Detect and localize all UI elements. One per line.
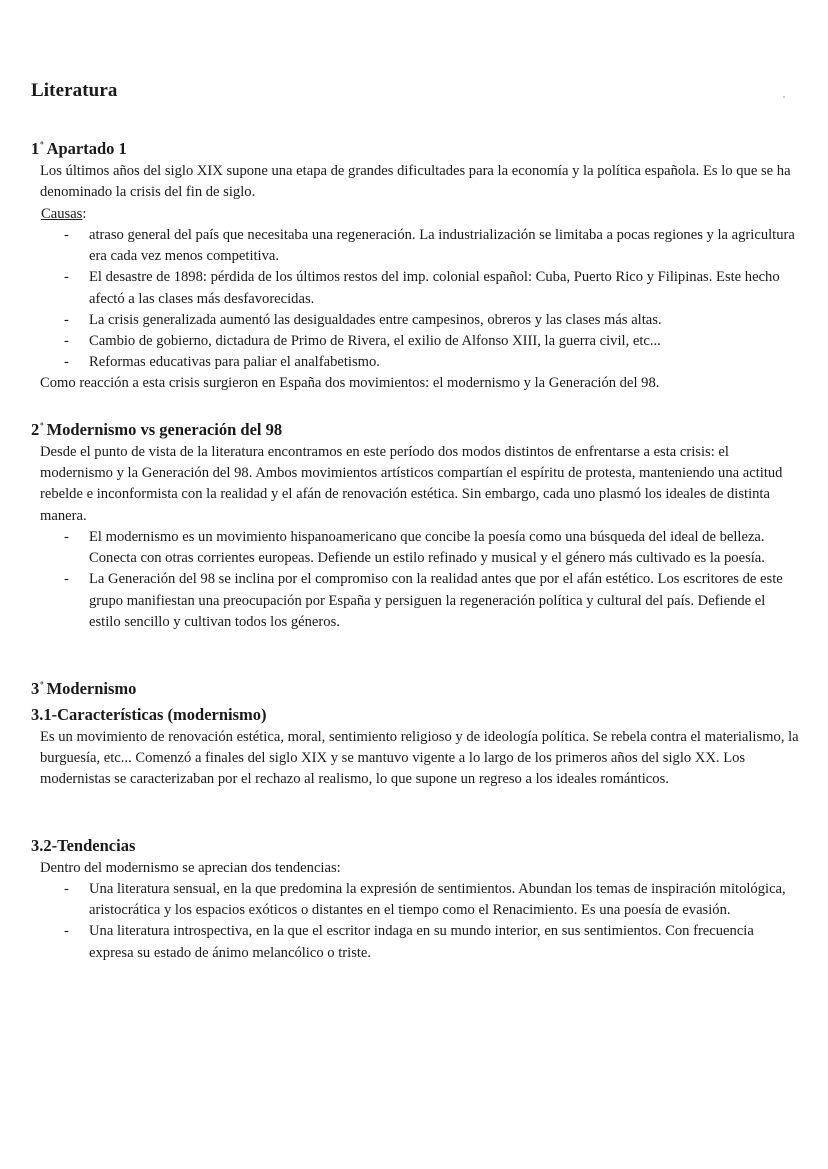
subsection-3-1-body: Es un movimiento de renovación estética, moral, sentimiento religioso y de ideología política. Se rebela contra el materialismo, la burguesía, etc... Comenzó a finales del siglo XIX y se mantuvo vigente a lo largo de los primeros años del siglo XX. Los modernistas se caracterizaban por el rechazo al realismo, lo que supone un regreso a los ideales románticos. xyxy=(40,729,799,788)
list-item xyxy=(40,527,800,569)
subsection-3-1-heading: 3.1-Características (modernismo) xyxy=(31,705,267,724)
section-2-list xyxy=(40,527,800,633)
list-item-text: Cambio de gobierno, dictadura de Primo de Rivera, el exilio de Alfonso XIII, la guerra civil, etc... xyxy=(89,333,661,350)
causes-list xyxy=(40,225,800,373)
dash-bullet: - xyxy=(64,529,69,545)
causes-label-text: Causas xyxy=(41,206,83,222)
document-title: Literatura xyxy=(31,80,118,101)
list-item-text: La crisis generalizada aumentó las desigualdades entre campesinos, obreros y las clases más altas. xyxy=(89,311,662,328)
ordinal-mark: º xyxy=(40,140,44,151)
section-number: 2 xyxy=(31,420,40,439)
subsection-3-2-heading: 3.2-Tendencias xyxy=(31,836,136,855)
list-item xyxy=(40,921,800,963)
section-2-heading xyxy=(31,420,282,440)
dash-bullet: - xyxy=(64,881,69,897)
dash-bullet: - xyxy=(64,354,69,371)
list-item xyxy=(40,569,800,633)
section-title: Modernismo xyxy=(46,679,137,698)
section-1-intro: Los últimos años del siglo XIX supone una etapa de grandes dificultades para la economía y la política española. Es lo que se ha denominado la crisis del fin de siglo. xyxy=(40,163,791,201)
list-item-text: El desastre de 1898: pérdida de los últimos restos del imp. colonial español: Cuba, Puerto Rico y Filipinas. Este hecho afectó a las clases más desfavorecidas. xyxy=(89,269,780,307)
ordinal-mark: º xyxy=(40,680,44,691)
list-item xyxy=(40,879,800,921)
dash-bullet: - xyxy=(64,227,69,243)
list-item xyxy=(40,331,800,352)
dash-bullet: - xyxy=(64,333,69,350)
section-3-heading xyxy=(31,679,136,699)
section-1-heading xyxy=(31,139,127,159)
list-item xyxy=(40,225,800,267)
dash-bullet: - xyxy=(64,571,69,588)
list-item xyxy=(40,352,800,373)
list-item-text: Una literatura sensual, en la que predomina la expresión de sentimientos. Abundan los temas de inspiración mitológica, aristocrática y los espacios exóticos o distantes en el tiempo como el Renacimiento. Es una poesía de evasión. xyxy=(89,881,786,919)
tendencias-list xyxy=(40,879,800,964)
dash-bullet: - xyxy=(64,311,69,328)
list-item-text: atraso general del país que necesitaba una regeneración. La industrialización se limitaba a pocas regiones y la agricultura era cada vez menos competitiva. xyxy=(89,227,795,265)
causes-label-colon: : xyxy=(82,206,87,222)
causes-label xyxy=(41,204,86,225)
ordinal-mark: º xyxy=(40,421,44,432)
section-1-conclusion: Como reacción a esta crisis surgieron en España dos movimientos: el modernismo y la Generación del 98. xyxy=(40,375,660,391)
dash-bullet: - xyxy=(64,923,69,940)
section-title: Modernismo vs generación del 98 xyxy=(46,420,283,439)
list-item-text: Reformas educativas para paliar el analfabetismo. xyxy=(89,354,380,371)
section-2-intro: Desde el punto de vista de la literatura encontramos en este período dos modos distintos de enfrentarse a esta crisis: el modernismo y la Generación del 98. Ambos movimientos artísticos compartían el espíritu de protesta, manteniendo una actitud rebelde e inconformista con la realidad y el afán de renovación estética. Sin embargo, cada uno plasmó los ideales de distinta manera. xyxy=(40,444,783,524)
stray-dot-mark xyxy=(783,96,785,98)
list-item xyxy=(40,310,800,331)
list-item-text: El modernismo es un movimiento hispanoamericano que concibe la poesía como una búsqueda del ideal de belleza. Conecta con otras corrientes europeas. Defiende un estilo refinado y musical y el género más cultivado es la poesía. xyxy=(89,529,765,567)
section-number: 3 xyxy=(31,679,40,698)
section-title: Apartado 1 xyxy=(46,139,127,158)
subsection-3-2-intro: Dentro del modernismo se aprecian dos tendencias: xyxy=(40,860,341,876)
list-item-text: La Generación del 98 se inclina por el compromiso con la realidad antes que por el afán estético. Los escritores de este grupo manifiestan una preocupación por España y persiguen la regeneración política y cultural del país. Defiende el estilo sencillo y cultivan todos los géneros. xyxy=(89,571,783,630)
list-item-text: Una literatura introspectiva, en la que el escritor indaga en su mundo interior, en sus sentimientos. Con frecuencia expresa su estado de ánimo melancólico o triste. xyxy=(89,923,754,961)
list-item xyxy=(40,267,800,309)
dash-bullet: - xyxy=(64,269,69,286)
section-number: 1 xyxy=(31,139,40,158)
